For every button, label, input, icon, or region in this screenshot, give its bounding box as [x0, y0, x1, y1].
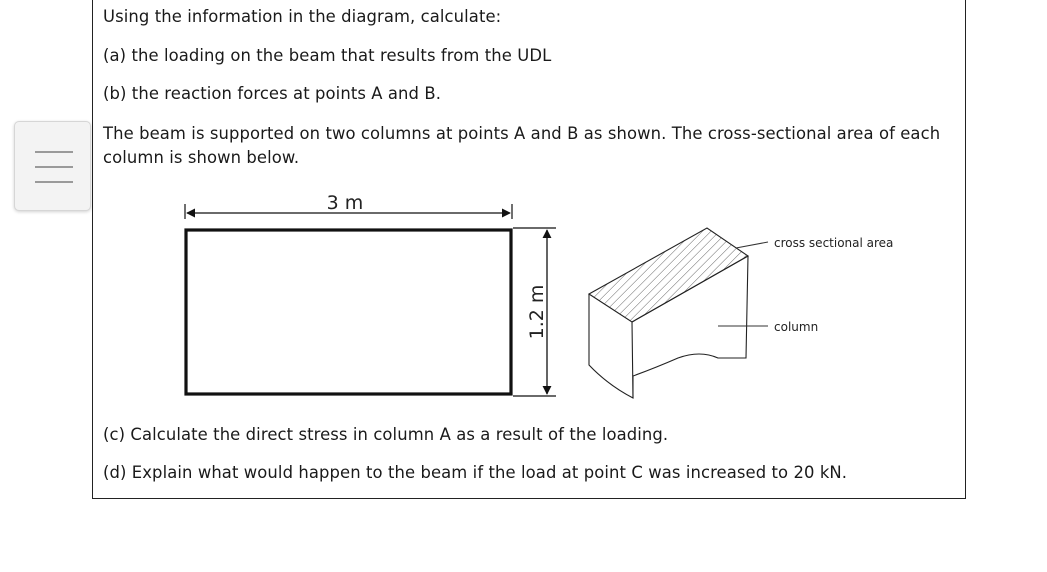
column-label: column: [774, 320, 819, 334]
question-part-a: (a) the loading on the beam that results from the UDL: [103, 46, 552, 65]
height-label: 1.2 m: [526, 284, 548, 340]
question-part-b: (b) the reaction forces at points A and B.: [103, 84, 442, 103]
question-intro: Using the information in the diagram, calculate:: [103, 7, 502, 26]
column-isometric-sketch: [589, 228, 748, 398]
question-part-c: (c) Calculate the direct stress in column A as a result of the loading.: [103, 425, 669, 444]
width-label: 3 m: [326, 192, 364, 214]
cross-section-label: cross sectional area: [774, 236, 894, 250]
column-elevation-rect: [186, 230, 511, 394]
cross-section-leader: [736, 242, 768, 248]
support-description: The beam is supported on two columns at points A and B as shown. The cross-sectional area of each column is shown below.: [103, 124, 941, 167]
question-part-d: (d) Explain what would happen to the beam if the load at point C was increased to 20 kN.: [103, 463, 848, 482]
